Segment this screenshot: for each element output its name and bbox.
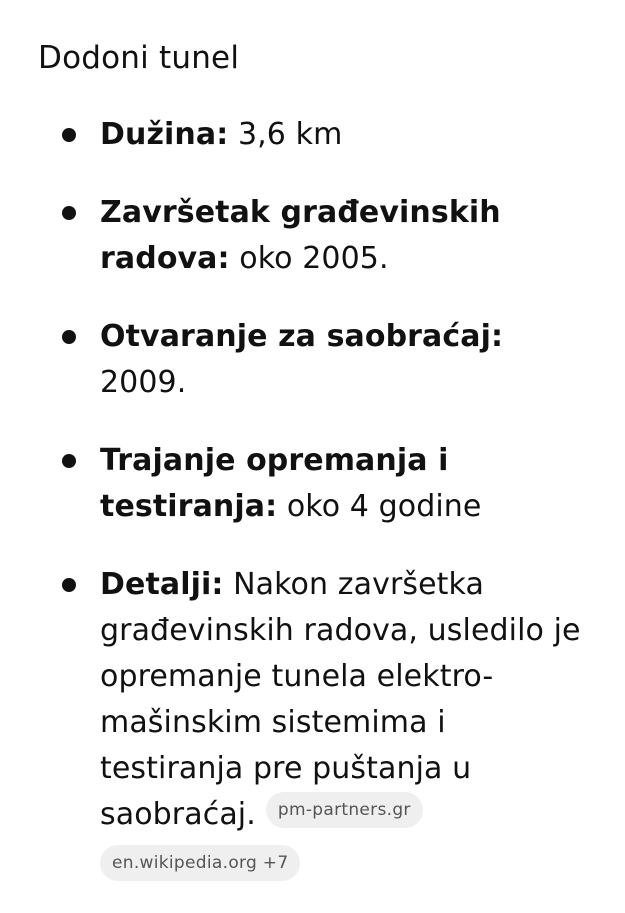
bullet-icon	[62, 454, 76, 468]
fact-value: Nakon završetka građevinskih radova, usledilo je opremanje tunela elektro-mašinskim sistemima i testiranja pre puštanja u saobraćaj.	[100, 567, 581, 832]
list-item-testing-duration	[38, 438, 598, 530]
fact-value: 3,6 km	[228, 117, 343, 152]
fact-label: Otvaranje za saobraćaj:	[100, 319, 504, 354]
facts-list	[38, 112, 598, 881]
fact-label: Detalji:	[100, 567, 224, 602]
fact-value: 2009.	[100, 365, 187, 400]
bullet-icon	[62, 578, 76, 592]
fact-value: oko 2005.	[229, 241, 389, 276]
list-item-construction-end	[38, 190, 598, 282]
bullet-icon	[62, 330, 76, 344]
bullet-icon	[62, 206, 76, 220]
source-chip-pm-partners[interactable]: pm-partners.gr	[266, 792, 423, 828]
source-chip-wikipedia[interactable]: en.wikipedia.org +7	[100, 845, 300, 881]
list-item-details	[38, 562, 598, 881]
list-item-length	[38, 112, 598, 158]
fact-label: Trajanje opremanja i testiranja:	[100, 443, 449, 524]
bullet-icon	[62, 128, 76, 142]
list-item-opening	[38, 314, 598, 406]
source-chip-row	[100, 844, 598, 881]
fact-label: Završetak građevinskih radova:	[100, 195, 501, 276]
answer-content	[38, 36, 598, 913]
fact-value: oko 4 godine	[277, 489, 482, 524]
section-title: Dodoni tunel	[38, 40, 240, 76]
fact-label: Dužina:	[100, 117, 229, 152]
